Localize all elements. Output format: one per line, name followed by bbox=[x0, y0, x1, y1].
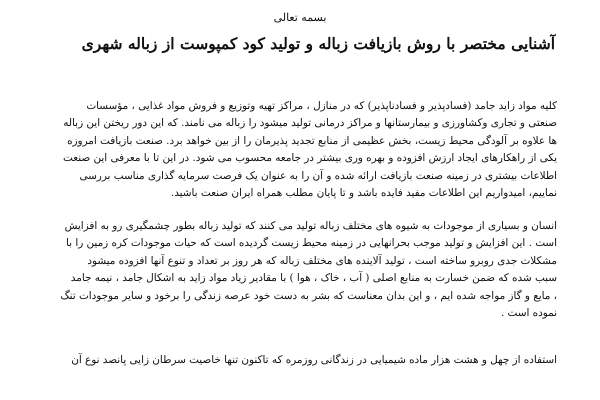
paragraph-line: مشکلات جدی روبرو ساخته است ، تولید آلاینده های مختلف زباله که هر روز بر تعداد و تنوع آنها افزوده میشود bbox=[87, 254, 557, 267]
bismillah-heading: بسمه تعالی bbox=[273, 11, 327, 24]
paragraph-line: اطلاعات بیشتری در زمینه صنعت بازیافت ارائه شده و آن را به عنوان یک فرصت سرمایه گذاری مناسب بررسی bbox=[79, 169, 557, 182]
paragraph-waste-crisis bbox=[21, 218, 557, 322]
paragraph-line: ، مایع و گاز مواجه شده ایم ، و این بدان معناست که بشر به دست خود عرصه زندگی را برخود و سایر موجودات تنگ bbox=[60, 289, 557, 302]
paragraph-line: نموده است . bbox=[500, 307, 557, 320]
paragraph-line: کلیه مواد زاید جامد (فسادپذیر و فسادناپذیر) که در منازل ، مراکز تهیه وتوزیع و فروش مواد غذایی ، مؤسسات bbox=[86, 100, 557, 112]
paragraph-line: استفاده از چهل و هشت هزار ماده شیمیایی در زندگانی روزمره که تاکنون تنها خاصیت سرطان زایی پانصد نوع آن bbox=[71, 354, 557, 366]
paragraph-line: ها علاوه بر آلودگی محیط زیست، بخش عظیمی از منابع تجدید پذیرمان را از بین خواهد برد. صنعت بازیافت امروزه bbox=[67, 134, 557, 147]
paragraph-intro bbox=[21, 98, 557, 202]
paragraph-line: انسان و بسیاری از موجودات به شیوه های مختلف زباله تولید می کنند که تولید زباله بطور چشمگیری رو به افزایش bbox=[64, 220, 557, 232]
paragraph-line: است . این افزایش و تولید موجب بحرانهایی در زمینه محیط زیست گردیده است که حیات موجودات کره زمین را با bbox=[65, 237, 557, 250]
paragraph-line: سبب شده که ضمن خسارت به منابع اصلی ( آب ، خاک ، هوا ) با مقادیر زیاد مواد زاید به اشکال جامد ، نیمه جامد bbox=[70, 272, 557, 285]
paragraph-line: صنعتی و تجاری وکشاورزی و بیمارستانها و مراکز درمانی تولید میشود را زباله می نامند. که این دور ریختن این زباله bbox=[63, 117, 557, 130]
paragraph-line: نماییم، امیدواریم این اطلاعات مفید فایده باشد و تا پایان مطلب همراه ایران صنعت باشید. bbox=[170, 187, 557, 200]
document-title: آشنایی مختصر با روش بازیافت زباله و تولید کود کمپوست از زباله شهری bbox=[81, 34, 555, 53]
paragraph-chemicals bbox=[21, 352, 557, 369]
paragraph-line: یکی از راهکارهای ایجاد ارزش افزوده و بهره وری بیشتر در جامعه محسوب می شود. در این تا با معرفی این صنعت bbox=[63, 152, 557, 165]
